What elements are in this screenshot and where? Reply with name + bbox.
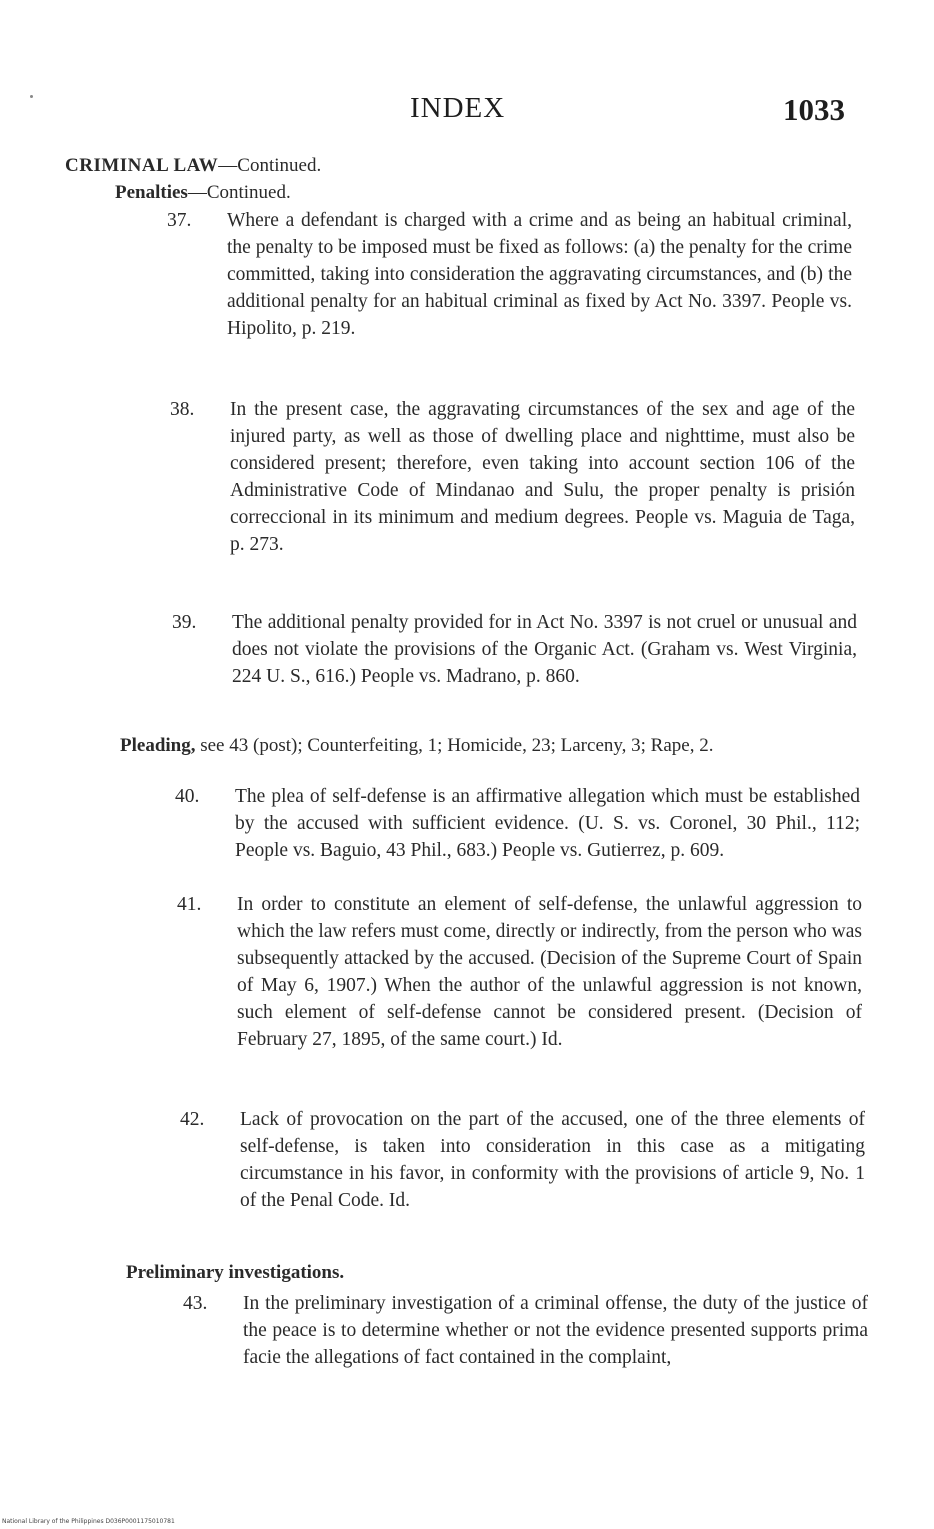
entry-number: 42. [180,1109,205,1130]
entry-text: The additional penalty provided for in Act No. 3397 is not cruel or unusual and does not violate the provisions of the Organic Act. (Graham vs. West Virginia, 224 U. S., 616.) People vs. Madrano, p. 860. [232,612,857,687]
index-entry-38 [170,396,855,558]
crossref-text: see 43 (post); Counterfeiting, 1; Homicide, 23; Larceny, 3; Rape, 2. [200,735,714,756]
entry-text: In order to constitute an element of self-defense, the unlawful aggression to which the law refers must come, directly or indirectly, from the person who was subsequently attacked by the accused. (Decision of the Supreme Court of Spain of May 6, 1907.) When the author of the unlawful aggression is not known, such element of self-defense cannot be considered present. (Decision of February 27, 1895, of the same court.) Id. [237,894,862,1050]
entry-number: 43. [183,1293,208,1314]
entry-number: 38. [170,399,195,420]
subheading-title: Pleading, [120,735,196,756]
scan-footer: National Library of the Philippines D036P0001175010781 [2,1518,175,1525]
entry-number: 37. [167,210,192,231]
entry-text: In the present case, the aggravating circumstances of the sex and age of the injured party, as well as those of dwelling place and nighttime, must also be considered present; therefore, even taking into account section 106 of the Administrative Code of Mindanao and Sulu, the proper penalty is prisión correccional in its minimum and medium degrees. People vs. Maguia de Taga, p. 273. [230,399,855,555]
entry-number: 39. [172,612,197,633]
page-number: 1033 [783,92,845,127]
topic-title: CRIMINAL LAW [65,155,219,176]
index-entry-39 [172,609,857,690]
index-entry-40 [175,783,860,864]
subheading-preliminary-investigations [126,1262,344,1284]
index-entry-37 [167,207,852,342]
index-entry-43 [183,1290,868,1371]
entry-number: 41. [177,894,202,915]
topic-heading [65,155,321,177]
running-header [0,92,934,132]
subheading-title: Penalties [115,182,188,203]
header-title: INDEX [410,92,506,124]
subheading-title: Preliminary investigations. [126,1262,345,1283]
entry-number: 40. [175,786,200,807]
entry-text: The plea of self-defense is an affirmative allegation which must be established by the accused with sufficient evidence. (U. S. vs. Coronel, 30 Phil., 112; People vs. Baguio, 43 Phil., 683.) People vs. Gutierrez, p. 609. [235,786,860,861]
entry-text: In the preliminary investigation of a criminal offense, the duty of the justice of the peace is to determine whether or not the evidence presented supports prima facie the allegations of fact contained in the complaint, [243,1293,868,1368]
index-entry-41 [177,891,862,1053]
subheading-pleading [120,733,860,759]
entry-text: Where a defendant is charged with a crime and as being an habitual criminal, the penalty to be imposed must be fixed as follows: (a) the penalty for the crime committed, taking into consideration the aggravating circumstances, and (b) the additional penalty for an habitual criminal as fixed by Act No. 3397. People vs. Hipolito, p. 219. [227,210,852,339]
subheading-penalties [115,182,291,204]
subheading-continued: —Continued. [187,182,291,203]
index-entry-42 [180,1106,865,1214]
entry-text: Lack of provocation on the part of the accused, one of the three elements of self-defense, is taken into consideration in this case as a mitigating circumstance in his favor, in conformity with the provisions of article 9, No. 1 of the Penal Code. Id. [240,1109,865,1211]
topic-continued: —Continued. [218,155,322,176]
